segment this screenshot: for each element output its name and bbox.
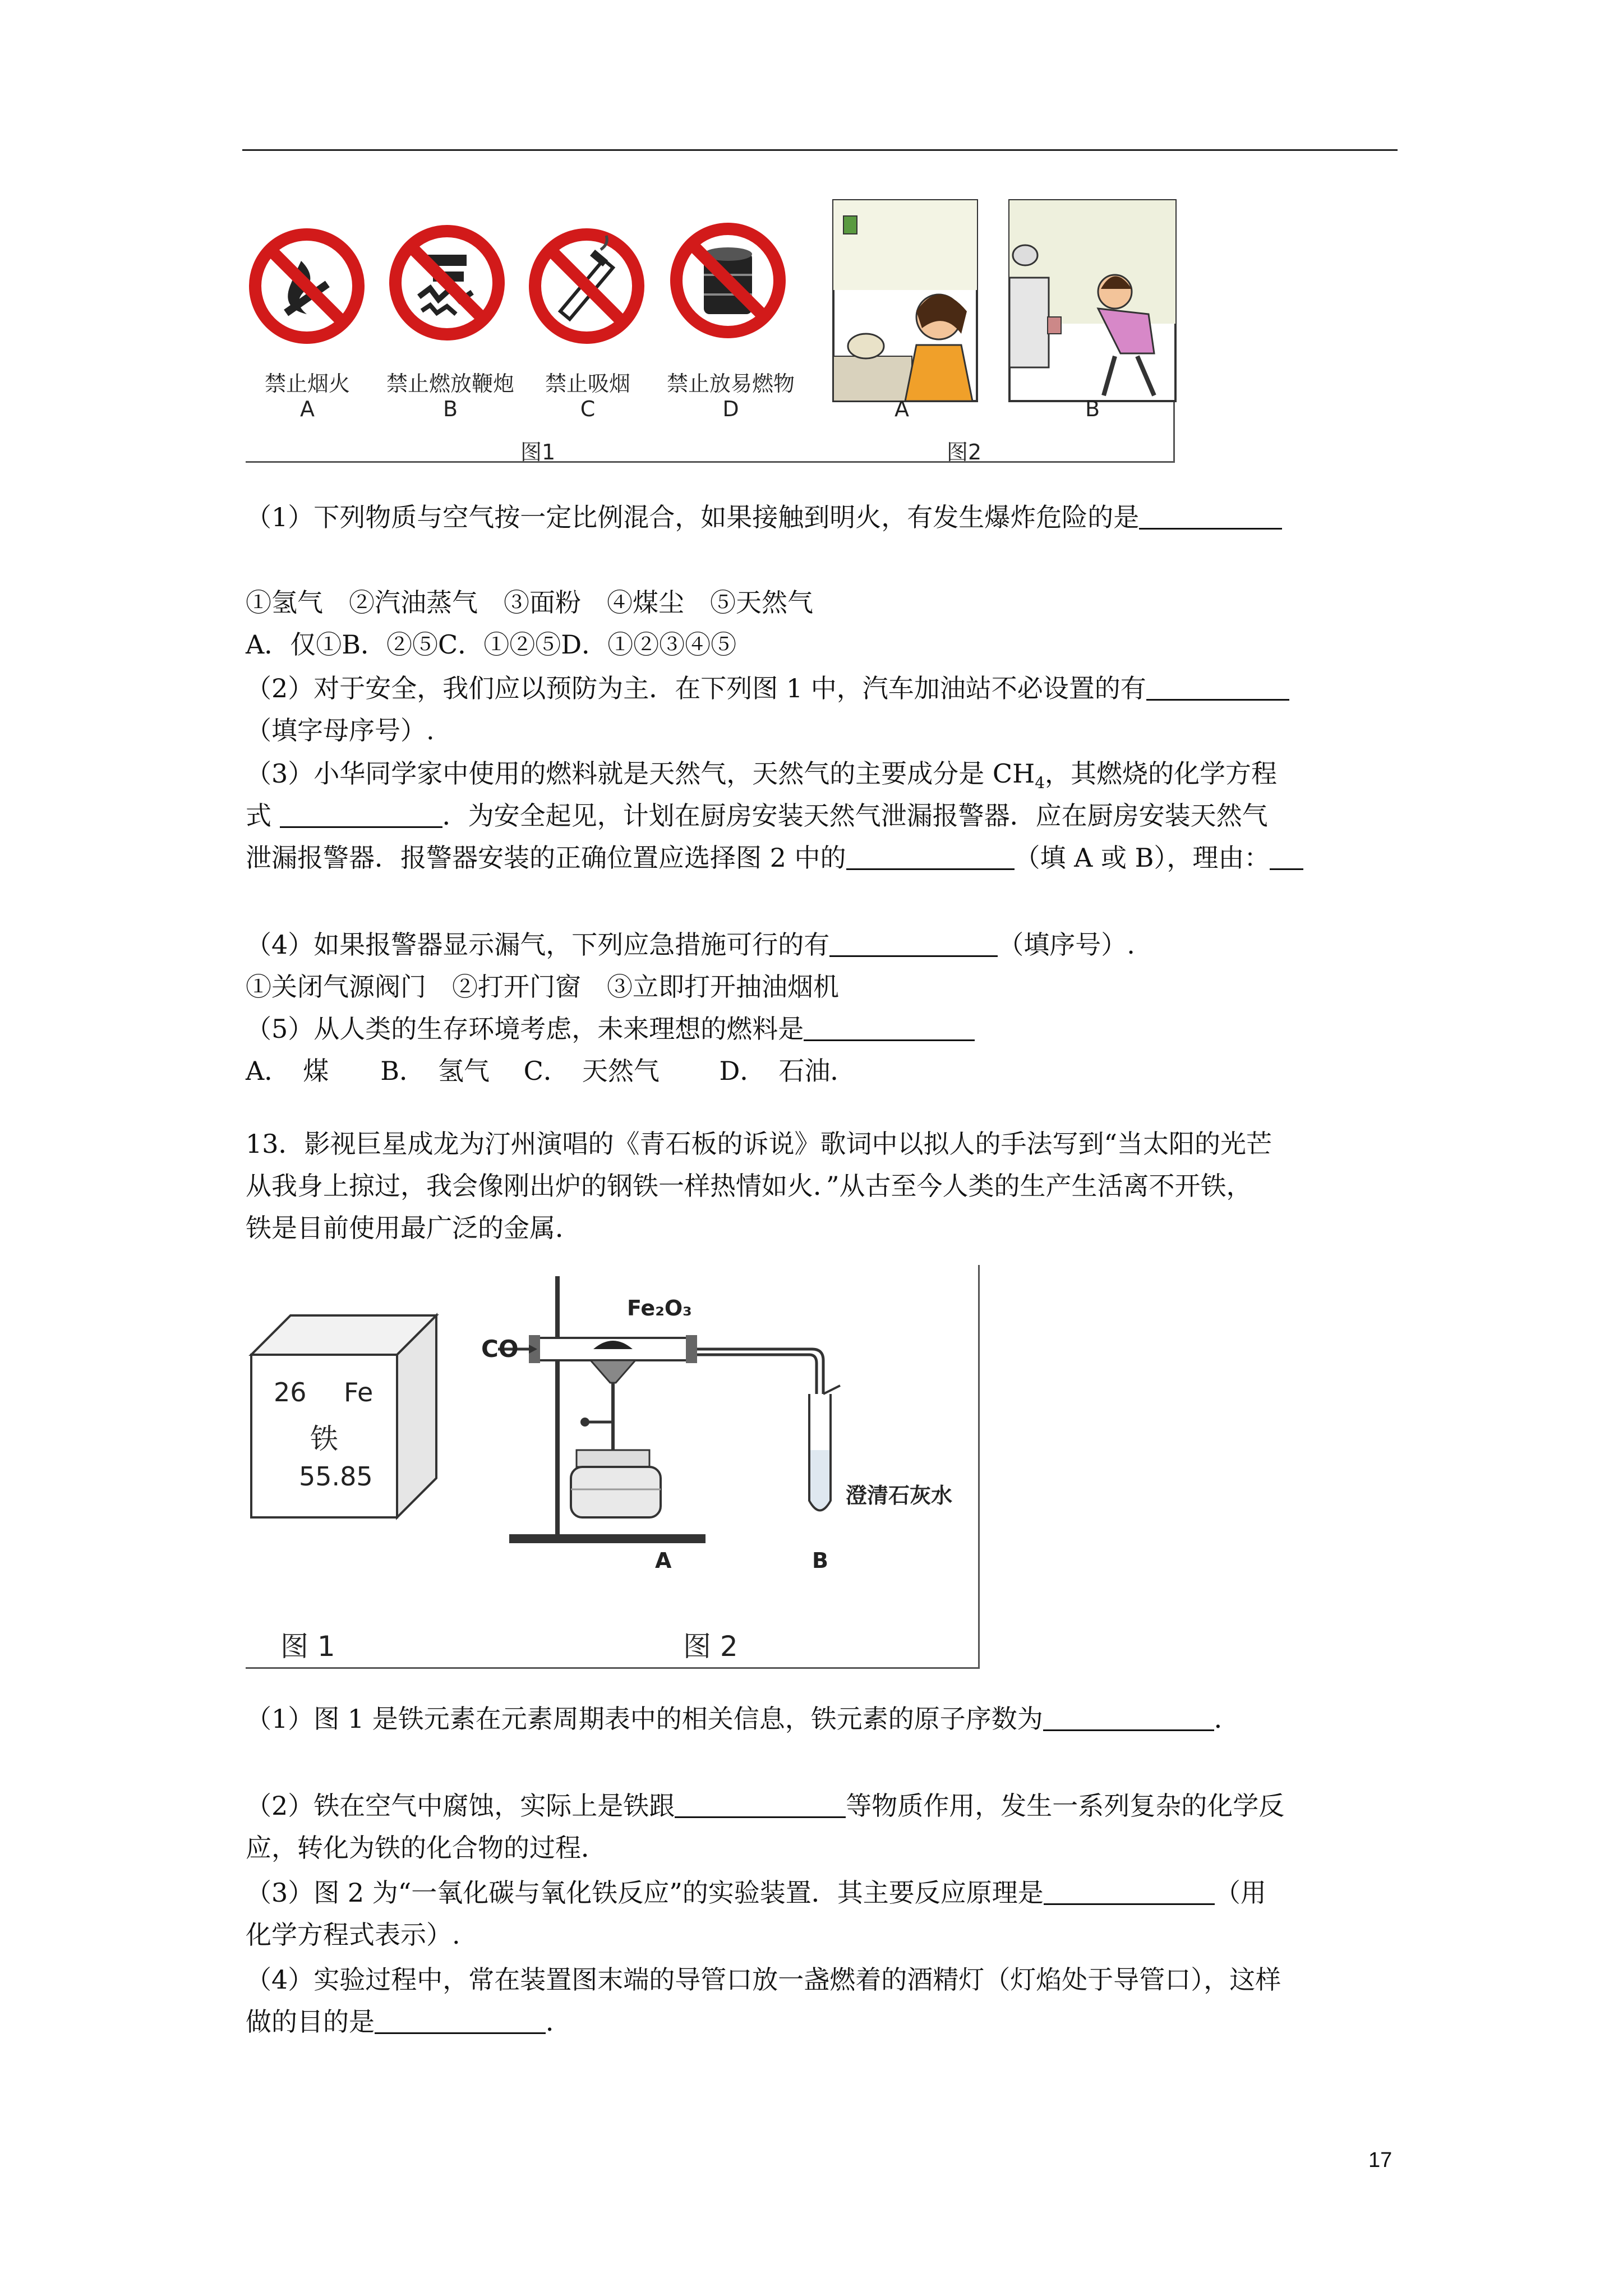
q12-part1 (246, 501, 1282, 533)
q13-part1 (246, 1703, 1240, 1735)
element-mass: 55.85 (299, 1461, 373, 1492)
safety-figure (246, 199, 1177, 463)
element-name: 铁 (310, 1423, 338, 1455)
q12-part3-line2 (246, 799, 1268, 832)
q12-part3-text-c2: （填 A 或 B），理由： (1014, 843, 1270, 873)
q12-part5-text: （5）从人类的生存环境考虑，未来理想的燃料是 (246, 1014, 804, 1044)
q13-part2-text-a: （2）铁在空气中腐蚀，实际上是铁跟 (246, 1791, 675, 1821)
apparatus-a-label: A (655, 1548, 672, 1573)
element-number: 26 (274, 1377, 307, 1407)
q13-part2-line1 (246, 1789, 1284, 1822)
header-rule (242, 149, 1398, 151)
kitchen-scene-b (1008, 199, 1177, 404)
q12-part1-answer-blank[interactable] (1139, 503, 1282, 530)
q13-part4-text-b: 做的目的是 (246, 2007, 375, 2037)
q13-part1-text: （1）图 1 是铁元素在元素周期表中的相关信息，铁元素的原子序数为 (246, 1704, 1043, 1734)
q12-part4-answer-blank[interactable] (829, 931, 998, 957)
q13-part4-line1: （4）实验过程中，常在装置图末端的导管口放一盏燃着的酒精灯（灯焰处于导管口），这样 (246, 1964, 1281, 1995)
sign-d-letter: D (722, 397, 739, 421)
q12-part5 (246, 1013, 975, 1045)
q13-intro-line3: 铁是目前使用最广泛的金属． (246, 1213, 581, 1243)
q12-part3-line3 (246, 841, 1303, 874)
q13-figure-border-right (978, 1265, 980, 1669)
ch4-subscript: 4 (1035, 774, 1045, 793)
q13-part2-line2: 应，转化为铁的化合物的过程． (246, 1833, 607, 1863)
q13-part4-end: ． (546, 2007, 571, 2037)
q12-part1-items: ①氢气 ②汽油蒸气 ③面粉 ④煤尘 ⑤天然气 (246, 587, 813, 618)
q13-part3-text-a2: （用 (1214, 1878, 1266, 1908)
scene-a-letter: A (895, 397, 909, 421)
q12-part3-text-b1: 式 (246, 800, 271, 831)
q13-figure-border-bottom (246, 1667, 980, 1669)
sign-no-fire (248, 227, 366, 347)
q12-part5-answer-blank[interactable] (804, 1015, 975, 1041)
q12-reason-blank[interactable] (1270, 844, 1303, 870)
q12-part4-text: （4）如果报警器显示漏气，下列应急措施可行的有 (246, 930, 830, 960)
q12-part4-items: ①关闭气源阀门 ②打开门窗 ③立即打开抽油烟机 (246, 972, 839, 1002)
no-smoking-icon (528, 227, 645, 345)
q12-part3-text-a2: ，其燃烧的化学方程 (1045, 758, 1278, 789)
co-reduction-apparatus (481, 1265, 907, 1579)
no-fire-icon (248, 227, 366, 345)
page-number: 17 (1368, 2148, 1393, 2172)
q13-part1-end: ． (1214, 1704, 1240, 1734)
q13-intro-line2: 从我身上掠过，我会像刚出炉的钢铁一样热情如火．”从古至今人类的生产生活离不开铁， (246, 1171, 1252, 1201)
q13-fig1-caption: 图 1 (280, 1630, 335, 1663)
q13-intro-line1: 13．影视巨星成龙为汀州演唱的《青石板的诉说》歌词中以拟人的手法写到“当太阳的光芒 (246, 1129, 1272, 1159)
q13-part3-text-a: （3）图 2 为“一氧化碳与氧化铁反应”的实验装置．其主要反应原理是 (246, 1878, 1044, 1908)
q12-part2-text: （2）对于安全，我们应以预防为主．在下列图 1 中，汽车加油站不必设置的有 (246, 673, 1146, 703)
top-fig2-caption: 图2 (947, 440, 982, 464)
sign-c-label: 禁止吸烟 (545, 371, 630, 396)
q12-part3-text-a: （3）小华同学家中使用的燃料就是天然气，天然气的主要成分是 CH (246, 758, 1035, 789)
q12-part2-hint: （填字母序号）. (246, 715, 435, 746)
q13-part4-answer-blank[interactable] (375, 2008, 546, 2034)
sign-b-letter: B (442, 397, 458, 421)
q12-part1-text: （1）下列物质与空气按一定比例混合，如果接触到明火，有发生爆炸危险的是 (246, 502, 1140, 532)
q12-part3-text-b2: ．为安全起见，计划在厨房安装天然气泄漏报警器．应在厨房安装天然气 (442, 800, 1268, 831)
no-firecrackers-icon (388, 224, 506, 342)
q12-part2-answer-blank[interactable] (1146, 674, 1289, 701)
q13-part3-answer-blank[interactable] (1044, 1879, 1215, 1905)
sign-b-label: 禁止燃放鞭炮 (386, 371, 514, 396)
q12-part4-tail: （填序号）. (998, 930, 1135, 960)
kitchen-scene-a (832, 199, 978, 404)
q13-part3-line2: 化学方程式表示）. (246, 1920, 460, 1950)
scene-b-letter: B (1085, 397, 1100, 421)
q12-equation-blank[interactable] (280, 802, 442, 828)
q12-part3-text-c1: 泄漏报警器．报警器安装的正确位置应选择图 2 中的 (246, 843, 846, 873)
q12-part2 (246, 672, 1289, 705)
q13-fig2-caption: 图 2 (683, 1630, 738, 1663)
sign-no-smoking (528, 227, 645, 347)
figure-border-bottom (246, 461, 1175, 463)
sign-no-flammables (669, 222, 787, 342)
sign-a-letter: A (300, 397, 315, 421)
kitchen-scene-a-illustration (832, 199, 978, 402)
q12-part3-line1 (246, 757, 1277, 799)
q12-position-blank[interactable] (846, 844, 1015, 870)
q12-part4 (246, 928, 1135, 961)
no-flammables-icon (669, 222, 787, 339)
q12-part1-options: A．仅①B．②⑤C．①②⑤D．①②③④⑤ (246, 629, 737, 660)
q12-part5-options: A． 煤 B． 氢气 C． 天然气 D． 石油． (246, 1056, 856, 1086)
q13-part1-answer-blank[interactable] (1043, 1705, 1214, 1731)
q13-part2-text-a2: 等物质作用，发生一系列复杂的化学反 (846, 1791, 1285, 1821)
apparatus-b-label: B (812, 1548, 828, 1573)
q13-part2-answer-blank[interactable] (675, 1792, 846, 1818)
sign-c-letter: C (580, 397, 596, 421)
q13-part4-line2 (246, 2005, 571, 2038)
q13-figure (246, 1265, 980, 1669)
element-symbol: Fe (344, 1377, 374, 1407)
sign-d-label: 禁止放易燃物 (666, 371, 795, 396)
q13-part3-line1 (246, 1876, 1266, 1909)
gas-label: CO (481, 1335, 519, 1363)
limewater-label: 澄清石灰水 (846, 1483, 953, 1508)
sign-a-label: 禁止烟火 (264, 371, 350, 396)
top-fig1-caption: 图1 (520, 440, 556, 464)
sign-no-firecrackers (388, 224, 506, 344)
kitchen-scene-b-illustration (1008, 199, 1177, 402)
reagent-label: Fe₂O₃ (627, 1296, 692, 1320)
